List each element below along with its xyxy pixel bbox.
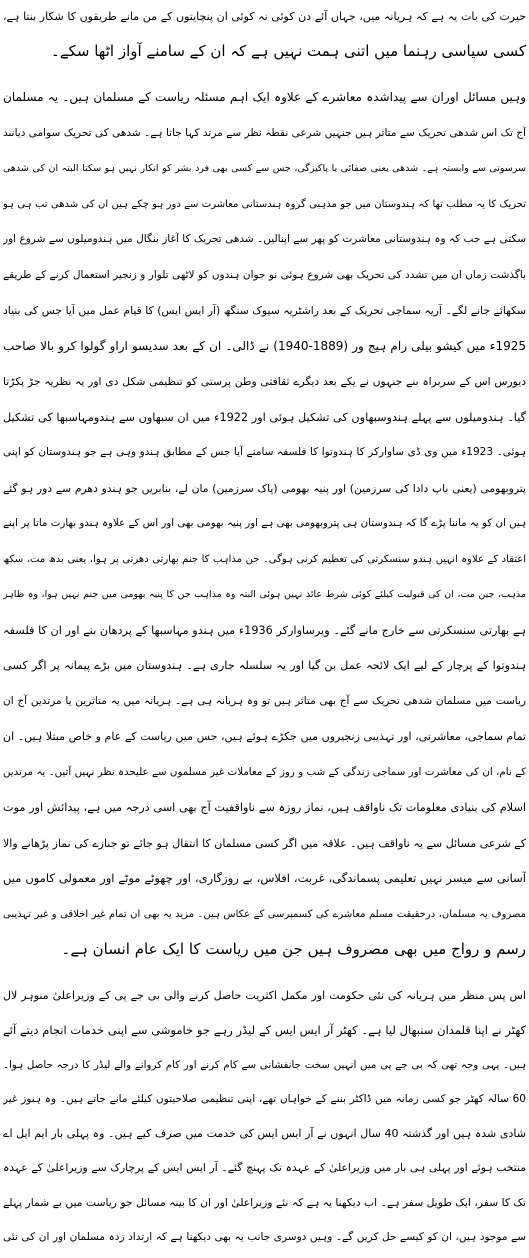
text-line: باگذشت زماں ان میں تشدد کی تحریک بھی شروع ہوئی نو جوان ہندوں کو لاٹھی تلوار و زنجیر استعمال کرنے کے طریقے <box>3 268 526 281</box>
text-line: 1925ء میں کیشو بیلی رام ہیج ور (1889-1940) نے ڈالی۔ ان کے بعد سدیسو اراو گولوا کرو بالا صاحب <box>3 338 526 353</box>
text-line: ہیں ان کو یہ ماننا پڑے گا کہ ہندوستان ہی پتروبھومی بھی ہے اور پنیہ بھومی بھی اور اس کے علاوہ ہندو بھارت ماتا پر اپنے <box>3 517 526 529</box>
text-line: آسانی سے میسر نہیں تعلیمی پسماندگی، غربت، افلاس، بے روزگاری، اور چھوٹے موٹے اور معمولی کاموں میں <box>3 871 526 885</box>
text-line: سے موجود ہیں، ان کو کیسے حل کریں گے۔ وہیں دوسری جانب یہ بھی دیکھنا ہے کہ ارتداد زدہ مسلمان اور ان کی نئی <box>3 1231 526 1243</box>
text-line: سکھائے جانے لگے۔ آریہ سماجی تحریک کے بعد راشٹریہ سیوک سنگھ (آر ایس ایس) کا قیام عمل میں آیا جس کی بنیاد <box>3 304 526 317</box>
text-line: شادی شدہ ہیں اور گذشتہ 40 سال انہوں نے آر ایس ایس کی خدمت میں صرف کیے ہیں۔ وہ پہلی بار ایم ایل اے <box>3 1126 526 1140</box>
text-line: پتروبھومی (یعنی باپ دادا کی سرزمین) اور پنیہ بھومی (پاک سرزمین) مان لے، بنابریں جو ہندو دھرم سے دور ہو گئے <box>3 481 526 495</box>
text-line: منتخب ہوئے اور پہلی ہی بار میں وزیراعلیٰ کے عہدہ تک پہنچ گئے۔ آر ایس ایس کے پرچارک سے وزیراعلیٰ کے عہدہ <box>3 1161 526 1174</box>
text-line: تحریک کا یہ مطلب تھا کہ ہندوستان میں جو مذہبی گروہ ہندستانی معاشرت سے دور ہو چکے ہیں ان کی شدھی تب ہی ہو <box>3 198 526 210</box>
text-line: ہندوتوا کے پرچار کے لیے ایک لائحہ عمل بن گیا اور یہ سلسلہ جاری ہے۔ ہندوستان میں بڑے پیمانہ پر اگر کسی <box>3 659 526 672</box>
text-line: کسی سیاسی رہنما میں اتنی ہمت نہیں ہے کہ ان کے سامنے آواز اٹھا سکے۔ <box>51 42 526 60</box>
text-line: کے نام، ان کی معاشرت اور سماجی زندگی کے شب و روز کے معاملات غیر مسلموں سے علیحدہ نظر نہیں آتیں۔ یہ مرتدین <box>3 765 526 778</box>
text-line: اس پس منظر میں ہریانہ کی نئی حکومت اور مکمل اکثریت حاصل کرنے والی بی جے پی کے وزیراعلیٰ منوہر لال <box>3 988 526 1002</box>
text-line: گیا۔ ہندومیلوں سے پہلے ہندوسبھاوں کی تشکیل ہوئی اور 1922ء میں ان سبھاوں سے ہندومہاسبھا کی تشکیل <box>3 410 526 424</box>
text-line: مذہب، جین مت، ان کی قبولیت کیلئے کوئی شرط عائد نہیں ہوئی البتہ وہ مذاہب جن کا پنیہ بھومی میں جنم نہیں ہوا، وہ ظاہر <box>3 589 526 600</box>
text-line: تک کا سفر، ایک طویل سفر ہے۔ اب دیکھنا یہ ہے کہ نئے وزیراعلیٰ اور ان کا بینہ مسائل جو ریاست میں بے شمار پہلے <box>3 1195 526 1209</box>
text-line: رسم و رواج میں بھی مصروف ہیں جن میں ریاست کا ایک عام انسان ہے۔ <box>61 940 526 958</box>
paragraph <box>3 0 526 68</box>
text-line: تمام سماجی، معاشرتی، اور تہذیبی زنجیروں میں جکڑے ہوئے ہیں، جس میں ریاست کے عام و خاص مبتلا ہیں۔ ان <box>3 730 526 743</box>
text-line: ہوئی۔ 1923ء میں وی ڈی ساوارکر کا ہندوتوا کا فلسفہ سامنے آیا جس کے مطابق ہندو وہی ہے جو ہندوستان کو اپنی <box>3 446 526 458</box>
text-line: کے شرعی مسائل سے یہ ناواقف ہیں۔ علاقہ میں اگر کسی مسلمان کا انتقال ہو جائے تو جنازے کی نماز پڑھانے والا <box>3 836 526 850</box>
text-line: اسلام کی بنیادی معلومات تک ناواقف ہیں، نماز روزہ سے ناواقفیت آج بھی اسی درجہ میں ہے، پیدائش اور موت <box>3 801 526 814</box>
text-line: آج تک اس شدھی تحریک سے متاثر ہیں جنہیں شرعی نقطہ نظر سے مرتد کہا جاتا ہے۔ شدھی کی تحریک سوامی دیانند <box>3 126 526 139</box>
text-line: ہے بھارتی سنسکرتی سے خارج مانے گئے۔ ویرساوارکر 1936ء میں ہندو مہاسبھا کے پردھان بنے اور ان کا فلسفہ <box>3 623 526 637</box>
text-line: حیرت کی بات یہ ہے کہ ہریانہ میں، جہاں آئے دن کوئی نہ کوئی ان پنچایتوں کے من مانے طریقوں کا شکار بنتا ہے، <box>3 10 526 23</box>
paragraph <box>3 979 526 1255</box>
text-line: ہیں۔ یہی وجہ تھی کہ بی جے پی میں انہیں سخت جانفشانی سے کام کرنے اور کام کروانے والے لیڈر کا درجہ حاصل ہوا۔ <box>3 1058 526 1071</box>
text-line: وہیں مسائل اوران سے پیداشدہ معاشرے کے علاوہ ایک اہم مسئلہ ریاست کے مسلمان ہیں۔ یہ مسلمان <box>3 90 526 104</box>
text-line: سرسوتی سے وابستہ ہے۔ شدھی یعنی صفائی یا پاکیزگی، جس سے کسی بھی فرد بشر کو انکار نہیں ہو سکتا البتہ ان کی شدھی <box>3 163 526 174</box>
paragraph <box>3 80 526 968</box>
text-line: سکتی ہے جب کہ وہ ہندوستانی معاشرت کو پھر سے اپنالیں۔ شدھی تحریک کا آغاز بنگال میں ہندومیلوں سے شروع اور <box>3 233 526 245</box>
text-line: دیورس اس کے سربراہ بنے جنہوں نے یکے بعد دیگرے ثقافتی وطن پرستی کو تنظیمی شکل دی اور یہ نظریہ جڑ پکڑتا <box>3 375 526 388</box>
text-line: 60 سالہ کھٹر جو کسی زمانہ میں ڈاکٹر بننے کے خواہاں تھے، اپنی تنظیمی صلاحیتوں کیلئے مانے جاتے ہیں۔ وہ ہنوز غیر <box>3 1093 526 1105</box>
text-line: ریاست میں مسلمان شدھی تحریک سے آج بھی متاثر ہیں تو وہ ہریانہ ہی ہے۔ ہریانہ میں یہ متاثرین یا مرتدین آج ان <box>3 694 526 707</box>
text-line: کھٹر نے اپنا قلمدان سنبھال لیا ہے۔ کھٹر آر ایس ایس کے لیڈر رہے جو خاموشی سے اپنی خدمات انجام دیتے آئے <box>3 1023 526 1037</box>
text-line: مصروف یہ مسلمان، درحقیقت مسلم معاشرے کی کسمپرسی کے عکاس ہیں۔ مزید یہ بھی ان تمام غیر اخلاقی و غیر تہذیبی <box>3 908 526 920</box>
text-line: اعتقاد کے علاوہ انہیں ہندو سنسکرتی کی تعظیم کرنی ہوگی۔ جن مذاہب کا جنم بھارتی دھرتی پر ہوا، یعنی بدھ مت، سکھ <box>3 553 526 565</box>
